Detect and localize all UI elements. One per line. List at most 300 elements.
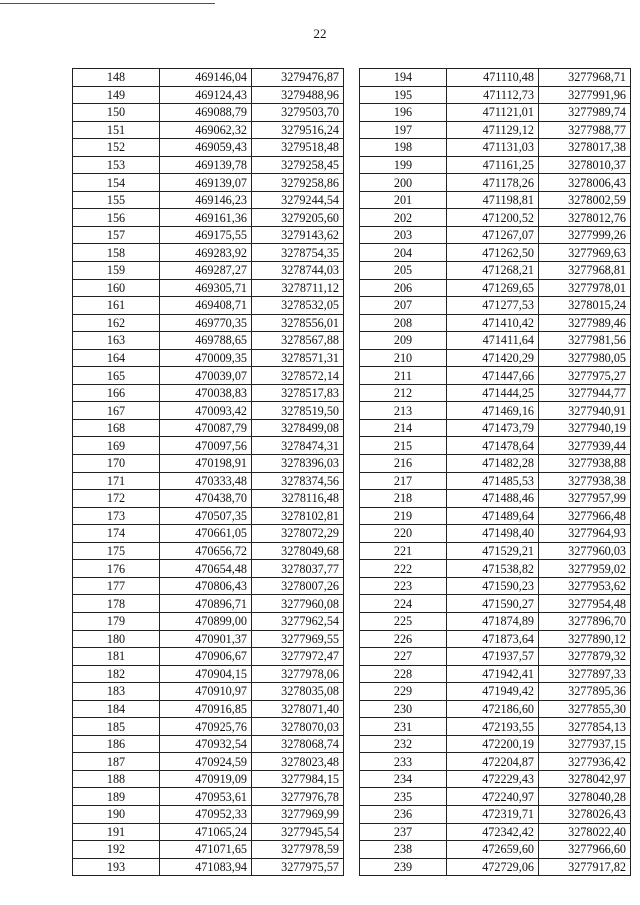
table-row (360, 332, 631, 350)
table-row (73, 244, 344, 262)
table-row (360, 858, 631, 876)
point-number-cell: 162 (73, 314, 160, 332)
point-number-cell: 230 (360, 700, 447, 718)
x-coordinate-cell: 470093,42 (160, 402, 252, 420)
point-number-cell: 148 (73, 69, 160, 87)
table-row (360, 788, 631, 806)
point-number-cell: 219 (360, 507, 447, 525)
y-coordinate-cell: 3278040,28 (539, 788, 631, 806)
y-coordinate-cell: 3277966,60 (539, 841, 631, 859)
point-number-cell: 228 (360, 665, 447, 683)
y-coordinate-cell: 3277854,13 (539, 718, 631, 736)
y-coordinate-cell: 3277976,78 (252, 788, 344, 806)
point-number-cell: 155 (73, 191, 160, 209)
y-coordinate-cell: 3277954,48 (539, 595, 631, 613)
x-coordinate-cell: 472659,60 (447, 841, 539, 859)
y-coordinate-cell: 3277940,19 (539, 419, 631, 437)
x-coordinate-cell: 471949,42 (447, 683, 539, 701)
point-number-cell: 171 (73, 472, 160, 490)
y-coordinate-cell: 3277890,12 (539, 630, 631, 648)
point-number-cell: 229 (360, 683, 447, 701)
x-coordinate-cell: 471447,66 (447, 367, 539, 385)
table-row (73, 297, 344, 315)
point-number-cell: 157 (73, 226, 160, 244)
y-coordinate-cell: 3278116,48 (252, 490, 344, 508)
x-coordinate-cell: 471590,23 (447, 577, 539, 595)
table-row (73, 472, 344, 490)
point-number-cell: 154 (73, 174, 160, 192)
x-coordinate-cell: 469161,36 (160, 209, 252, 227)
y-coordinate-cell: 3277981,56 (539, 332, 631, 350)
x-coordinate-cell: 471473,79 (447, 419, 539, 437)
x-coordinate-cell: 471071,65 (160, 841, 252, 859)
x-coordinate-cell: 471268,21 (447, 262, 539, 280)
point-number-cell: 213 (360, 402, 447, 420)
table-row (73, 437, 344, 455)
x-coordinate-cell: 470924,59 (160, 753, 252, 771)
x-coordinate-cell: 471161,25 (447, 156, 539, 174)
x-coordinate-cell: 469059,43 (160, 139, 252, 157)
table-row (360, 244, 631, 262)
y-coordinate-cell: 3277917,82 (539, 858, 631, 876)
table-row (360, 262, 631, 280)
table-row (73, 139, 344, 157)
table-row (73, 419, 344, 437)
x-coordinate-cell: 470901,37 (160, 630, 252, 648)
y-coordinate-cell: 3278572,14 (252, 367, 344, 385)
point-number-cell: 235 (360, 788, 447, 806)
x-coordinate-cell: 470896,71 (160, 595, 252, 613)
table-row (360, 455, 631, 473)
point-number-cell: 209 (360, 332, 447, 350)
x-coordinate-cell: 472240,97 (447, 788, 539, 806)
point-number-cell: 180 (73, 630, 160, 648)
table-row (73, 560, 344, 578)
table-row (73, 507, 344, 525)
x-coordinate-cell: 471469,16 (447, 402, 539, 420)
table-row (73, 823, 344, 841)
x-coordinate-cell: 470916,85 (160, 700, 252, 718)
x-coordinate-cell: 469146,23 (160, 191, 252, 209)
y-coordinate-cell: 3277989,46 (539, 314, 631, 332)
table-row (73, 402, 344, 420)
point-number-cell: 237 (360, 823, 447, 841)
y-coordinate-cell: 3277944,77 (539, 384, 631, 402)
y-coordinate-cell: 3278049,68 (252, 542, 344, 560)
table-row (360, 577, 631, 595)
x-coordinate-cell: 470910,97 (160, 683, 252, 701)
x-coordinate-cell: 470806,43 (160, 577, 252, 595)
table-row (360, 384, 631, 402)
y-coordinate-cell: 3277975,57 (252, 858, 344, 876)
y-coordinate-cell: 3278754,35 (252, 244, 344, 262)
y-coordinate-cell: 3279258,45 (252, 156, 344, 174)
point-number-cell: 179 (73, 612, 160, 630)
table-row (360, 314, 631, 332)
point-number-cell: 238 (360, 841, 447, 859)
x-coordinate-cell: 469408,71 (160, 297, 252, 315)
y-coordinate-cell: 3279488,96 (252, 86, 344, 104)
y-coordinate-cell: 3278026,43 (539, 805, 631, 823)
x-coordinate-cell: 470906,67 (160, 648, 252, 666)
y-coordinate-cell: 3278744,03 (252, 262, 344, 280)
y-coordinate-cell: 3278711,12 (252, 279, 344, 297)
point-number-cell: 150 (73, 104, 160, 122)
table-row (73, 226, 344, 244)
y-coordinate-cell: 3278071,40 (252, 700, 344, 718)
x-coordinate-cell: 469139,07 (160, 174, 252, 192)
table-row (73, 753, 344, 771)
point-number-cell: 151 (73, 121, 160, 139)
table-row (360, 753, 631, 771)
x-coordinate-cell: 471267,07 (447, 226, 539, 244)
table-row (360, 490, 631, 508)
y-coordinate-cell: 3278007,26 (252, 577, 344, 595)
y-coordinate-cell: 3278037,77 (252, 560, 344, 578)
point-number-cell: 217 (360, 472, 447, 490)
point-number-cell: 185 (73, 718, 160, 736)
table-row (73, 490, 344, 508)
point-number-cell: 184 (73, 700, 160, 718)
x-coordinate-cell: 471482,28 (447, 455, 539, 473)
table-row (73, 332, 344, 350)
point-number-cell: 182 (73, 665, 160, 683)
table-row (360, 367, 631, 385)
table-row (360, 525, 631, 543)
point-number-cell: 239 (360, 858, 447, 876)
x-coordinate-cell: 470952,33 (160, 805, 252, 823)
y-coordinate-cell: 3278571,31 (252, 349, 344, 367)
x-coordinate-cell: 470925,76 (160, 718, 252, 736)
table-row (360, 86, 631, 104)
x-coordinate-cell: 472193,55 (447, 718, 539, 736)
table-row (73, 595, 344, 613)
y-coordinate-cell: 3278042,97 (539, 770, 631, 788)
y-coordinate-cell: 3277937,15 (539, 735, 631, 753)
point-number-cell: 210 (360, 349, 447, 367)
y-coordinate-cell: 3277940,91 (539, 402, 631, 420)
x-coordinate-cell: 471444,25 (447, 384, 539, 402)
x-coordinate-cell: 471489,64 (447, 507, 539, 525)
x-coordinate-cell: 470904,15 (160, 665, 252, 683)
x-coordinate-cell: 470919,09 (160, 770, 252, 788)
table-row (73, 209, 344, 227)
table-row (360, 279, 631, 297)
point-number-cell: 207 (360, 297, 447, 315)
y-coordinate-cell: 3278022,40 (539, 823, 631, 841)
y-coordinate-cell: 3278102,81 (252, 507, 344, 525)
x-coordinate-cell: 471538,82 (447, 560, 539, 578)
x-coordinate-cell: 471200,52 (447, 209, 539, 227)
table-row (360, 472, 631, 490)
point-number-cell: 163 (73, 332, 160, 350)
y-coordinate-cell: 3277978,06 (252, 665, 344, 683)
point-number-cell: 231 (360, 718, 447, 736)
y-coordinate-cell: 3278374,56 (252, 472, 344, 490)
x-coordinate-cell: 472229,43 (447, 770, 539, 788)
x-coordinate-cell: 469175,55 (160, 226, 252, 244)
table-row (360, 121, 631, 139)
y-coordinate-cell: 3277938,38 (539, 472, 631, 490)
table-row (360, 805, 631, 823)
table-row (360, 560, 631, 578)
point-number-cell: 218 (360, 490, 447, 508)
y-coordinate-cell: 3278519,50 (252, 402, 344, 420)
y-coordinate-cell: 3279503,70 (252, 104, 344, 122)
x-coordinate-cell: 471277,53 (447, 297, 539, 315)
x-coordinate-cell: 471112,73 (447, 86, 539, 104)
table-row (360, 139, 631, 157)
table-row (360, 402, 631, 420)
point-number-cell: 234 (360, 770, 447, 788)
table-row (73, 349, 344, 367)
point-number-cell: 194 (360, 69, 447, 87)
x-coordinate-cell: 470953,61 (160, 788, 252, 806)
point-number-cell: 202 (360, 209, 447, 227)
point-number-cell: 183 (73, 683, 160, 701)
x-coordinate-cell: 472729,06 (447, 858, 539, 876)
y-coordinate-cell: 3278532,05 (252, 297, 344, 315)
table-row (73, 314, 344, 332)
x-coordinate-cell: 471478,64 (447, 437, 539, 455)
table-row (73, 770, 344, 788)
point-number-cell: 233 (360, 753, 447, 771)
x-coordinate-cell: 471121,01 (447, 104, 539, 122)
table-row (360, 718, 631, 736)
table-row (73, 121, 344, 139)
table-row (73, 367, 344, 385)
x-coordinate-cell: 470899,00 (160, 612, 252, 630)
x-coordinate-cell: 471269,65 (447, 279, 539, 297)
x-coordinate-cell: 472186,60 (447, 700, 539, 718)
point-number-cell: 158 (73, 244, 160, 262)
point-number-cell: 149 (73, 86, 160, 104)
y-coordinate-cell: 3277896,70 (539, 612, 631, 630)
point-number-cell: 172 (73, 490, 160, 508)
y-coordinate-cell: 3277968,81 (539, 262, 631, 280)
point-number-cell: 220 (360, 525, 447, 543)
point-number-cell: 221 (360, 542, 447, 560)
y-coordinate-cell: 3277855,30 (539, 700, 631, 718)
x-coordinate-cell: 471262,50 (447, 244, 539, 262)
table-row (73, 700, 344, 718)
point-number-cell: 188 (73, 770, 160, 788)
y-coordinate-cell: 3278499,08 (252, 419, 344, 437)
point-number-cell: 169 (73, 437, 160, 455)
y-coordinate-cell: 3278070,03 (252, 718, 344, 736)
point-number-cell: 232 (360, 735, 447, 753)
table-row (73, 262, 344, 280)
y-coordinate-cell: 3277984,15 (252, 770, 344, 788)
y-coordinate-cell: 3278012,76 (539, 209, 631, 227)
x-coordinate-cell: 472342,42 (447, 823, 539, 841)
table-row (360, 507, 631, 525)
point-number-cell: 167 (73, 402, 160, 420)
y-coordinate-cell: 3277988,77 (539, 121, 631, 139)
point-number-cell: 226 (360, 630, 447, 648)
y-coordinate-cell: 3279476,87 (252, 69, 344, 87)
x-coordinate-cell: 471065,24 (160, 823, 252, 841)
table-row (360, 700, 631, 718)
table-row (360, 349, 631, 367)
table-row (360, 595, 631, 613)
table-row (73, 384, 344, 402)
y-coordinate-cell: 3277962,54 (252, 612, 344, 630)
y-coordinate-cell: 3278023,48 (252, 753, 344, 771)
point-number-cell: 168 (73, 419, 160, 437)
x-coordinate-cell: 471131,03 (447, 139, 539, 157)
y-coordinate-cell: 3278006,43 (539, 174, 631, 192)
table-row (73, 612, 344, 630)
point-number-cell: 205 (360, 262, 447, 280)
table-row (360, 419, 631, 437)
point-number-cell: 173 (73, 507, 160, 525)
y-coordinate-cell: 3277895,36 (539, 683, 631, 701)
y-coordinate-cell: 3277999,26 (539, 226, 631, 244)
point-number-cell: 189 (73, 788, 160, 806)
point-number-cell: 206 (360, 279, 447, 297)
x-coordinate-cell: 470654,48 (160, 560, 252, 578)
x-coordinate-cell: 470656,72 (160, 542, 252, 560)
y-coordinate-cell: 3277879,32 (539, 648, 631, 666)
x-coordinate-cell: 470097,56 (160, 437, 252, 455)
y-coordinate-cell: 3279516,24 (252, 121, 344, 139)
point-number-cell: 223 (360, 577, 447, 595)
table-row (360, 683, 631, 701)
point-number-cell: 224 (360, 595, 447, 613)
page-number: 22 (313, 26, 327, 41)
x-coordinate-cell: 470661,05 (160, 525, 252, 543)
point-number-cell: 174 (73, 525, 160, 543)
x-coordinate-cell: 470198,91 (160, 455, 252, 473)
y-coordinate-cell: 3277938,88 (539, 455, 631, 473)
point-number-cell: 193 (73, 858, 160, 876)
point-number-cell: 152 (73, 139, 160, 157)
x-coordinate-cell: 469788,65 (160, 332, 252, 350)
table-row (73, 788, 344, 806)
point-number-cell: 187 (73, 753, 160, 771)
table-row (73, 718, 344, 736)
y-coordinate-cell: 3277953,62 (539, 577, 631, 595)
table-row (73, 156, 344, 174)
x-coordinate-cell: 470039,07 (160, 367, 252, 385)
point-number-cell: 198 (360, 139, 447, 157)
x-coordinate-cell: 470333,48 (160, 472, 252, 490)
y-coordinate-cell: 3278002,59 (539, 191, 631, 209)
y-coordinate-cell: 3277960,08 (252, 595, 344, 613)
point-number-cell: 181 (73, 648, 160, 666)
point-number-cell: 192 (73, 841, 160, 859)
point-number-cell: 153 (73, 156, 160, 174)
table-row (360, 735, 631, 753)
x-coordinate-cell: 471410,42 (447, 314, 539, 332)
table-row (360, 630, 631, 648)
x-coordinate-cell: 469124,43 (160, 86, 252, 104)
y-coordinate-cell: 3277964,93 (539, 525, 631, 543)
x-coordinate-cell: 471937,57 (447, 648, 539, 666)
point-number-cell: 177 (73, 577, 160, 595)
point-number-cell: 164 (73, 349, 160, 367)
coordinates-table-left (72, 68, 344, 876)
x-coordinate-cell: 470438,70 (160, 490, 252, 508)
table-row (73, 69, 344, 87)
point-number-cell: 178 (73, 595, 160, 613)
x-coordinate-cell: 471129,12 (447, 121, 539, 139)
point-number-cell: 227 (360, 648, 447, 666)
x-coordinate-cell: 470038,83 (160, 384, 252, 402)
point-number-cell: 222 (360, 560, 447, 578)
point-number-cell: 212 (360, 384, 447, 402)
y-coordinate-cell: 3277945,54 (252, 823, 344, 841)
point-number-cell: 200 (360, 174, 447, 192)
x-coordinate-cell: 471873,64 (447, 630, 539, 648)
point-number-cell: 191 (73, 823, 160, 841)
table-row (360, 174, 631, 192)
x-coordinate-cell: 469305,71 (160, 279, 252, 297)
table-row (73, 683, 344, 701)
y-coordinate-cell: 3277960,03 (539, 542, 631, 560)
y-coordinate-cell: 3277969,63 (539, 244, 631, 262)
point-number-cell: 175 (73, 542, 160, 560)
table-row (73, 665, 344, 683)
point-number-cell: 236 (360, 805, 447, 823)
y-coordinate-cell: 3279205,60 (252, 209, 344, 227)
table-row (73, 858, 344, 876)
y-coordinate-cell: 3277969,99 (252, 805, 344, 823)
point-number-cell: 159 (73, 262, 160, 280)
x-coordinate-cell: 471110,48 (447, 69, 539, 87)
table-row (360, 612, 631, 630)
header-rule (0, 3, 215, 4)
table-row (360, 648, 631, 666)
table-row (360, 542, 631, 560)
table-row (73, 630, 344, 648)
y-coordinate-cell: 3277978,59 (252, 841, 344, 859)
table-row (360, 69, 631, 87)
table-row (73, 648, 344, 666)
table-row (73, 455, 344, 473)
y-coordinate-cell: 3277957,99 (539, 490, 631, 508)
y-coordinate-cell: 3277968,71 (539, 69, 631, 87)
x-coordinate-cell: 469088,79 (160, 104, 252, 122)
x-coordinate-cell: 471874,89 (447, 612, 539, 630)
x-coordinate-cell: 471485,53 (447, 472, 539, 490)
y-coordinate-cell: 3278072,29 (252, 525, 344, 543)
y-coordinate-cell: 3279258,86 (252, 174, 344, 192)
y-coordinate-cell: 3278015,24 (539, 297, 631, 315)
table-row (360, 226, 631, 244)
point-number-cell: 201 (360, 191, 447, 209)
x-coordinate-cell: 471083,94 (160, 858, 252, 876)
table-row (360, 841, 631, 859)
table-row (73, 735, 344, 753)
y-coordinate-cell: 3278396,03 (252, 455, 344, 473)
point-number-cell: 208 (360, 314, 447, 332)
point-number-cell: 196 (360, 104, 447, 122)
y-coordinate-cell: 3277966,48 (539, 507, 631, 525)
y-coordinate-cell: 3277991,96 (539, 86, 631, 104)
point-number-cell: 195 (360, 86, 447, 104)
x-coordinate-cell: 472204,87 (447, 753, 539, 771)
table-row (360, 209, 631, 227)
x-coordinate-cell: 471529,21 (447, 542, 539, 560)
point-number-cell: 211 (360, 367, 447, 385)
table-row (360, 437, 631, 455)
point-number-cell: 165 (73, 367, 160, 385)
y-coordinate-cell: 3278010,37 (539, 156, 631, 174)
point-number-cell: 156 (73, 209, 160, 227)
x-coordinate-cell: 469770,35 (160, 314, 252, 332)
